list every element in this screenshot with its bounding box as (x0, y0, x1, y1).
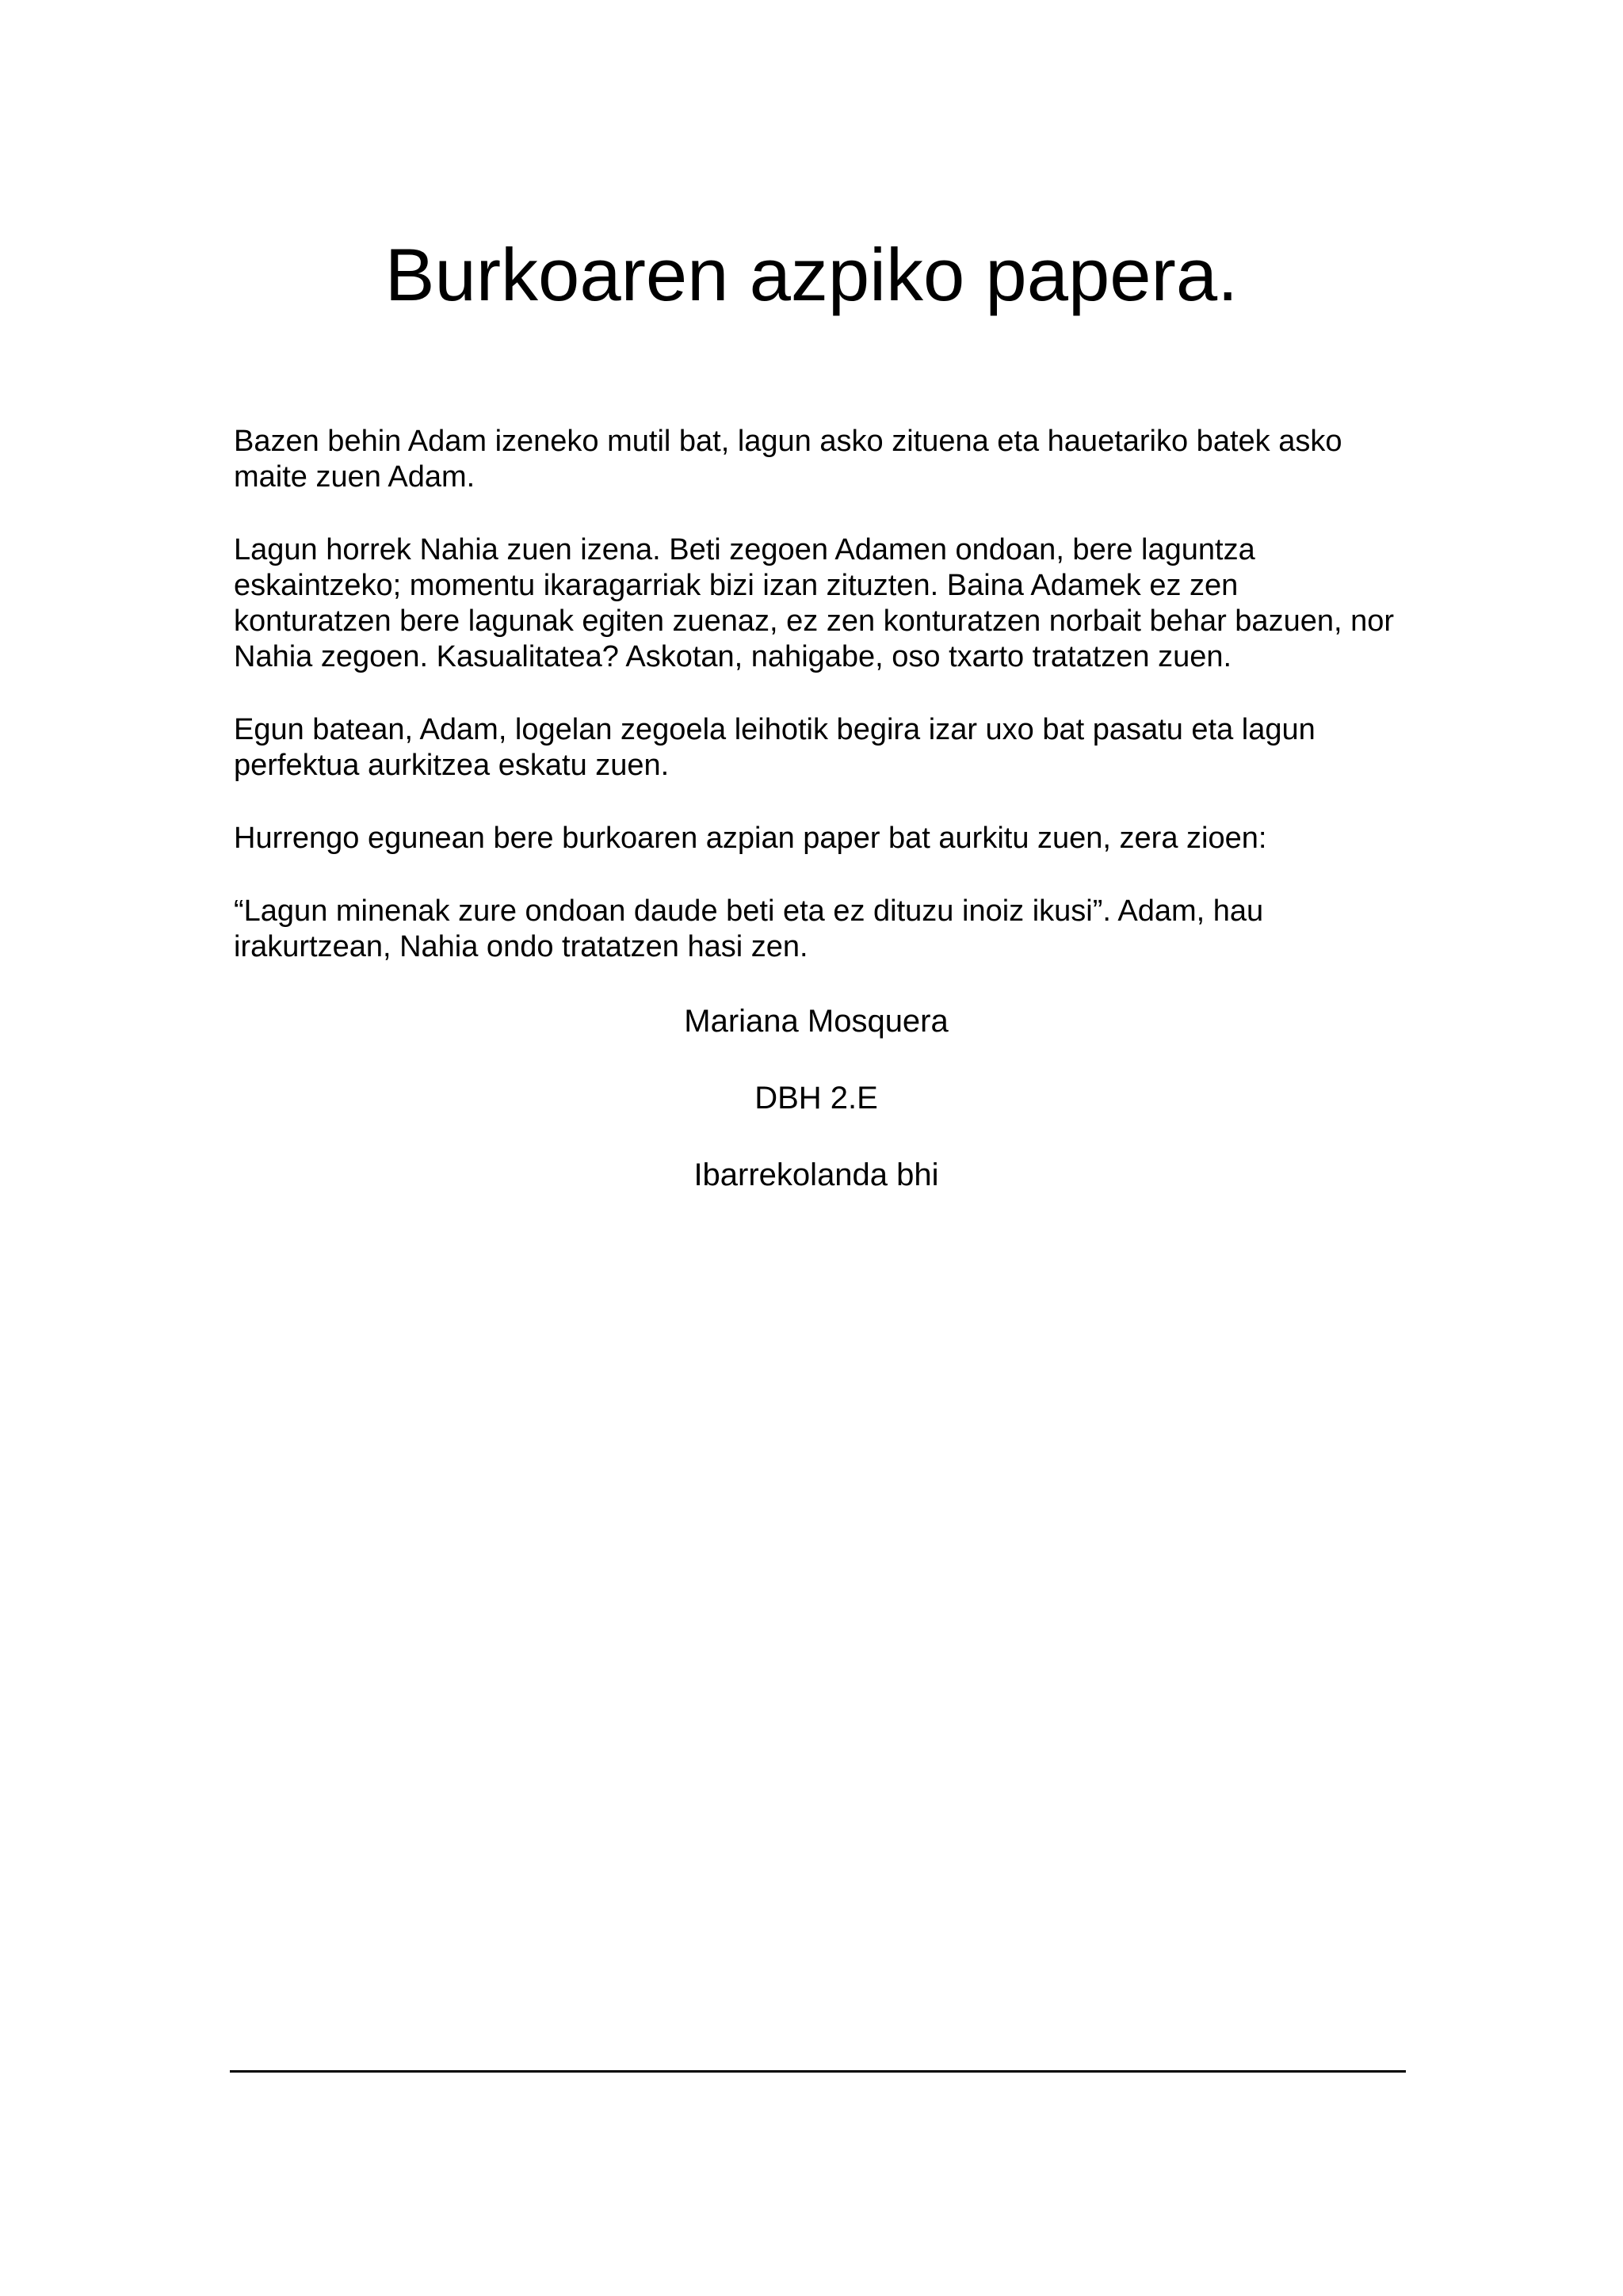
author-name: Mariana Mosquera (684, 1004, 949, 1039)
document-body (234, 424, 1403, 1002)
paragraph: Lagun horrek Nahia zuen izena. Beti zegoen Adamen ondoan, bere laguntza eskaintzeko; momentu ikaragarriak bizi izan zituzten. Baina Adamek ez zen konturatzen bere lagunak egiten zuenaz, ez zen konturatzen norbait behar bazuen, nor Nahia zegoen. Kasualitatea? Askotan, nahigabe, oso txarto tratatzen zuen. (234, 533, 1395, 673)
footer-divider (230, 2070, 1406, 2073)
document-title: Burkoaren azpiko papera. (384, 233, 1239, 316)
paragraph: “Lagun minenak zure ondoan daude beti eta ez dituzu inoiz ikusi”. Adam, hau irakurtzean, Nahia ondo tratatzen hasi zen. (234, 894, 1264, 963)
paragraph: Hurrengo egunean bere burkoaren azpian paper bat aurkitu zuen, zera zioen: (234, 822, 1267, 855)
paragraph: Bazen behin Adam izeneko mutil bat, lagun asko zituena eta hauetariko batek asko maite zuen Adam. (234, 425, 1342, 494)
class-name: DBH 2.E (754, 1081, 878, 1116)
paragraph: Egun batean, Adam, logelan zegoela leihotik begira izar uxo bat pasatu eta lagun perfektua aurkitzea eskatu zuen. (234, 713, 1316, 782)
school-name: Ibarrekolanda bhi (693, 1158, 939, 1192)
